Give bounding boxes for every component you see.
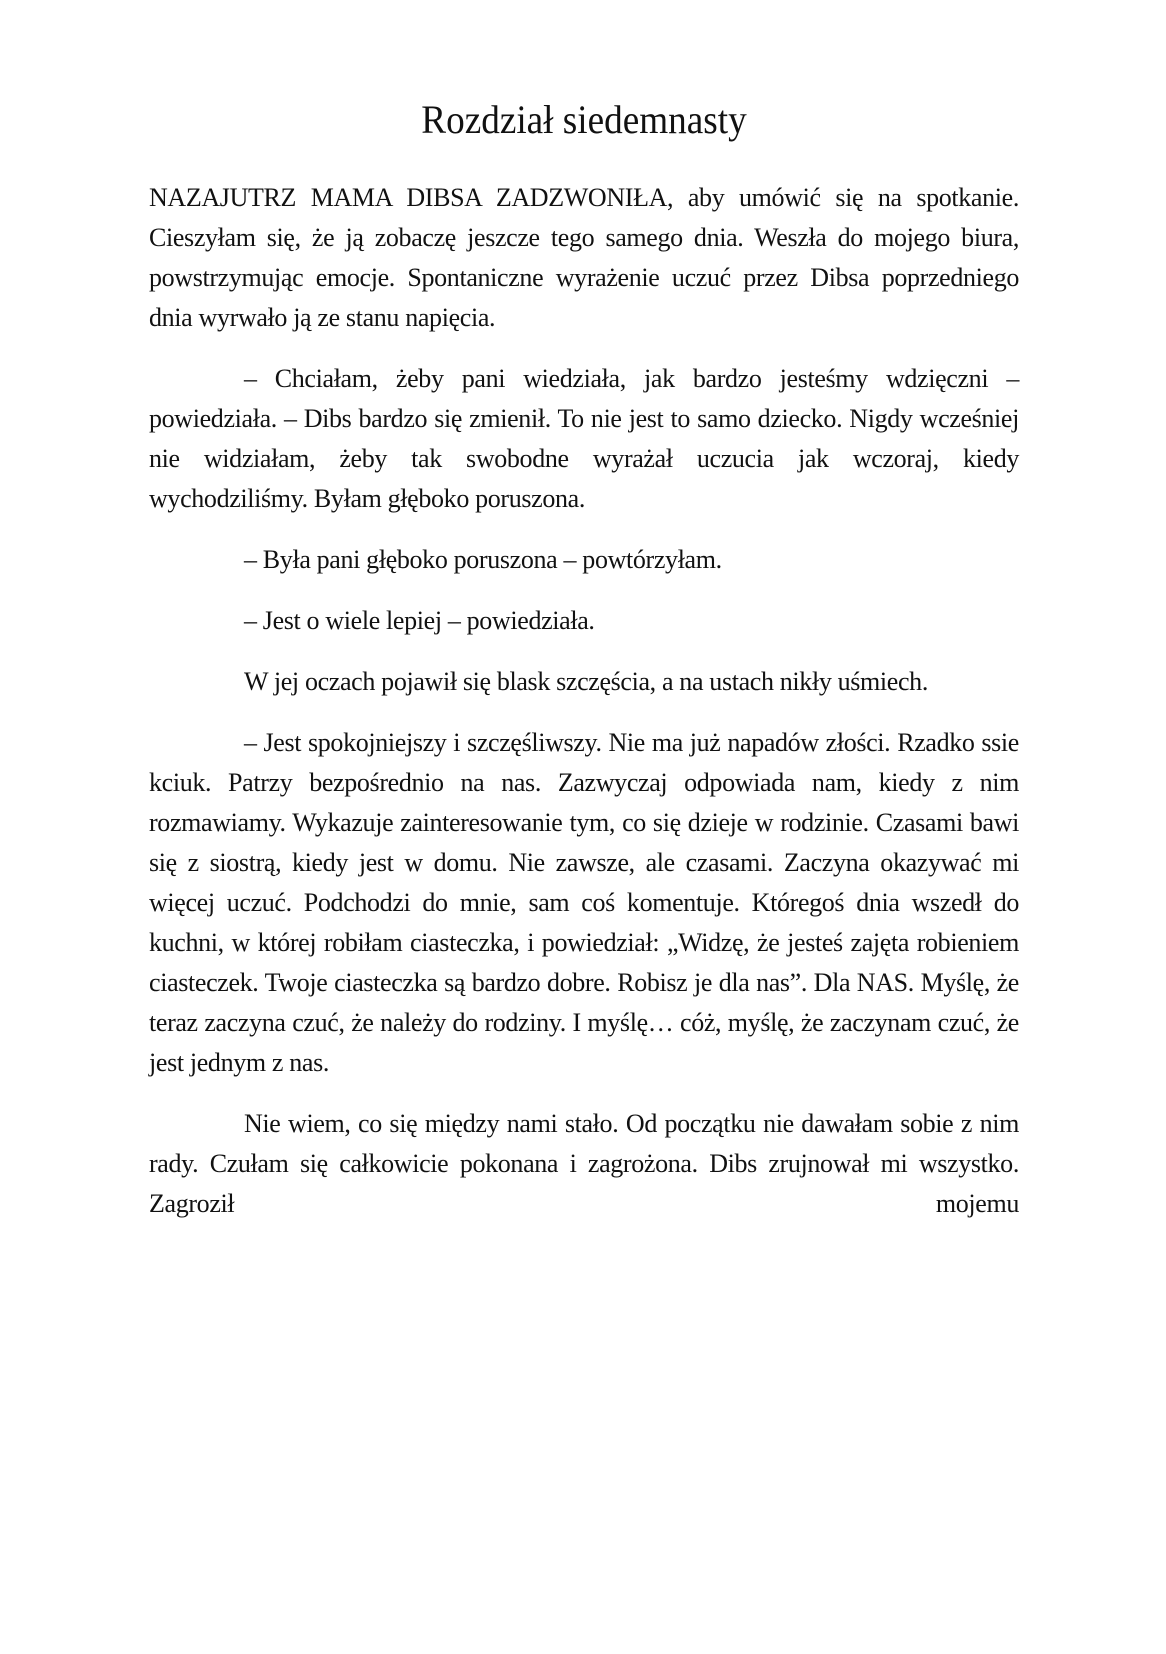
- paragraph-dialogue-better: – Jest o wiele lepiej – powiedziała.: [244, 606, 595, 635]
- chapter-title: Rozdział siedemnasty: [421, 97, 747, 142]
- paragraph-dialogue-grateful: – Chciałam, żeby pani wiedziała, jak bardzo jesteśmy wdzięczni – powiedziała. – Dibs bardzo się zmienił. To nie jest to samo dziecko. Nigdy wcześniej nie widziałam, żeby tak swobodne wyrażał uczucia jak wczoraj, kiedy wychodziliśmy. Byłam głęboko poruszona.: [149, 364, 1019, 513]
- paragraph-opening: NAZAJUTRZ MAMA DIBSA ZADZWONIŁA, aby umówić się na spotkanie. Cieszyłam się, że ją zobaczę jeszcze tego samego dnia. Weszła do mojego biura, powstrzymując emocje. Spontaniczne wyrażenie uczuć przez Dibsa poprzedniego dnia wyrwało ją ze stanu napięcia.: [149, 183, 1019, 332]
- paragraph-narration-smile: W jej oczach pojawił się blask szczęścia, a na ustach nikły uśmiech.: [244, 667, 928, 696]
- paragraph-dialogue-dont-know: Nie wiem, co się między nami stało. Od początku nie dawałam sobie z nim rady. Czułam się całkowicie pokonana i zagrożona. Dibs zrujnował mi wszystko. Zagroził mojemu: [149, 1109, 1019, 1218]
- paragraph-dialogue-repeat: – Była pani głęboko poruszona – powtórzyłam.: [244, 545, 722, 574]
- document-page: [149, 96, 1019, 1245]
- paragraph-dialogue-calmer: – Jest spokojniejszy i szczęśliwszy. Nie ma już napadów złości. Rzadko ssie kciuk. Patrzy bezpośrednio na nas. Zazwyczaj odpowiada nam, kiedy z nim rozmawiamy. Wykazuje zainteresowanie tym, co się dzieje w rodzinie. Czasami bawi się z siostrą, kiedy jest w domu. Nie zawsze, ale czasami. Zaczyna okazywać mi więcej uczuć. Podchodzi do mnie, sam coś komentuje. Któregoś dnia wszedł do kuchni, w której robiłam ciasteczka, i powiedział: „Widzę, że jesteś zajęta robieniem ciasteczek. Twoje ciasteczka są bardzo dobre. Robisz je dla nas”. Dla NAS. Myślę, że teraz zaczyna czuć, że należy do rodziny. I myślę… cóż, myślę, że zaczynam czuć, że jest jednym z nas.: [149, 728, 1019, 1077]
